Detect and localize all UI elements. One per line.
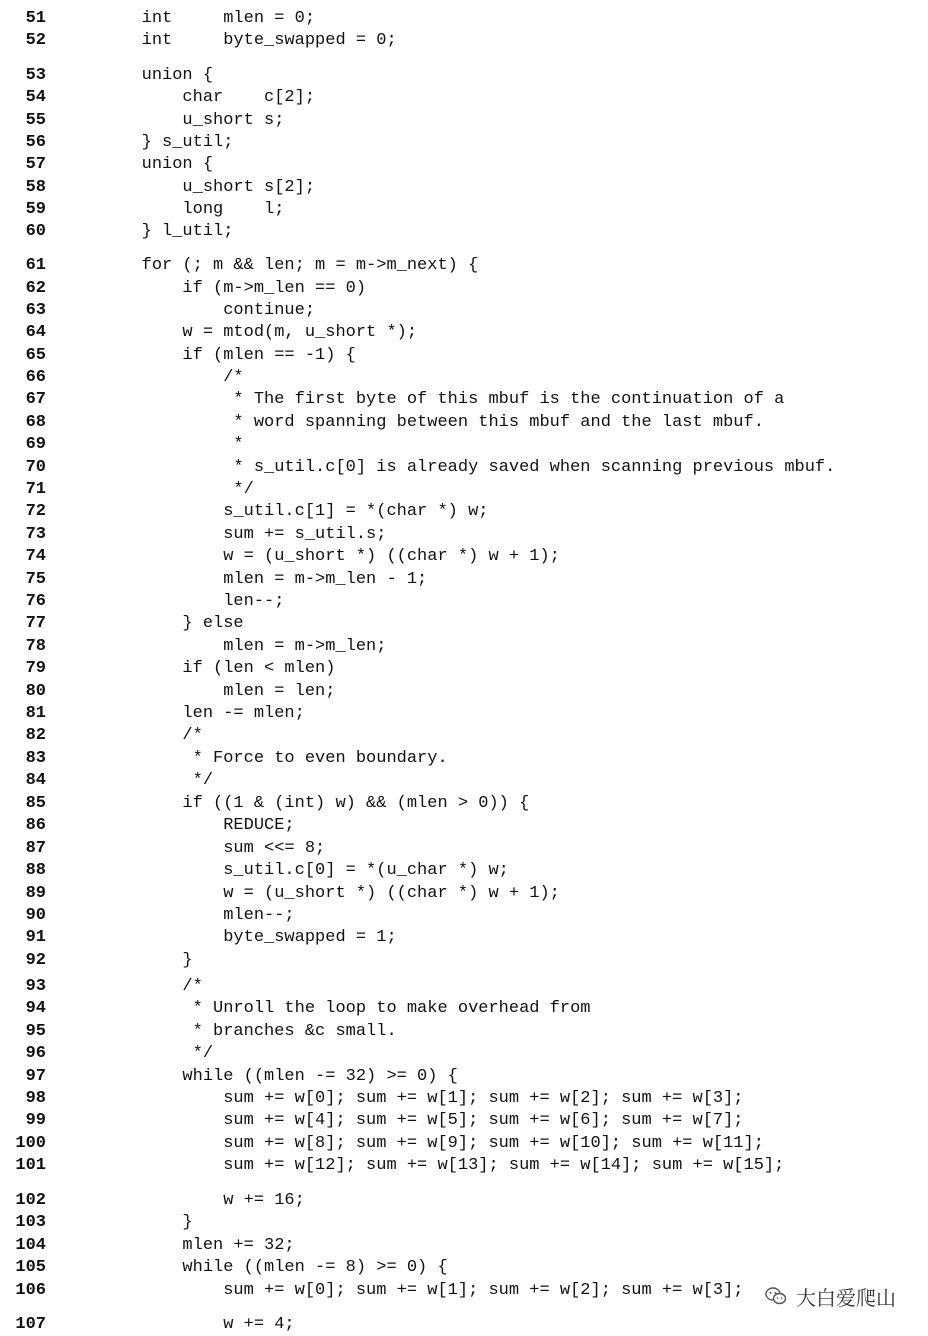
line-number: 105: [15, 1258, 46, 1277]
code-line: [0, 770, 928, 792]
line-code: w = (u_short *) ((char *) w + 1);: [60, 884, 560, 903]
line-code: }: [60, 951, 193, 970]
code-line: [0, 30, 928, 52]
line-code: sum <<= 8;: [60, 839, 326, 858]
line-number: 96: [25, 1044, 46, 1063]
line-code: len--;: [60, 592, 285, 611]
line-number: 79: [25, 659, 46, 678]
code-line: [0, 389, 928, 411]
line-code: } s_util;: [60, 133, 234, 152]
line-code: sum += w[8]; sum += w[9]; sum += w[10]; sum += w[11];: [60, 1134, 764, 1153]
line-number: 94: [25, 999, 46, 1018]
line-code: while ((mlen -= 8) >= 0) {: [60, 1258, 448, 1277]
code-line: [0, 725, 928, 747]
line-number: 54: [25, 88, 46, 107]
code-line: [0, 1212, 928, 1234]
code-line: [0, 412, 928, 434]
code-line: [0, 154, 928, 176]
line-number: 84: [25, 771, 46, 790]
code-line: [0, 1021, 928, 1043]
code-line: [0, 591, 928, 613]
line-code: } l_util;: [60, 222, 234, 241]
line-number: 63: [25, 301, 46, 320]
line-code: s_util.c[1] = *(char *) w;: [60, 502, 489, 521]
line-number: 62: [25, 279, 46, 298]
line-number: 70: [25, 458, 46, 477]
code-line: [0, 1235, 928, 1257]
code-line: [0, 950, 928, 972]
code-line: [0, 860, 928, 882]
line-number: 64: [25, 323, 46, 342]
line-code: union {: [60, 66, 214, 85]
code-line: [0, 524, 928, 546]
code-line: [0, 927, 928, 949]
code-line: [0, 457, 928, 479]
line-code: char c[2];: [60, 88, 316, 107]
code-line: [0, 367, 928, 389]
code-line: [0, 658, 928, 680]
line-number: 88: [25, 861, 46, 880]
line-code: while ((mlen -= 32) >= 0) {: [60, 1067, 458, 1086]
line-number: 89: [25, 884, 46, 903]
line-code: * Force to even boundary.: [60, 749, 448, 768]
code-line: [0, 278, 928, 300]
line-code: * The first byte of this mbuf is the continuation of a: [60, 390, 785, 409]
line-code: */: [60, 480, 254, 499]
code-line: [0, 838, 928, 860]
line-code: /*: [60, 977, 203, 996]
line-code: mlen += 32;: [60, 1236, 295, 1255]
watermark-text: 大白爱爬山: [796, 1285, 896, 1310]
line-number: 103: [15, 1213, 46, 1232]
code-line: [0, 300, 928, 322]
line-number: 65: [25, 346, 46, 365]
line-code: int mlen = 0;: [60, 9, 316, 28]
code-line: [0, 87, 928, 109]
line-code: s_util.c[0] = *(u_char *) w;: [60, 861, 509, 880]
code-line: [0, 345, 928, 367]
line-number: 61: [25, 256, 46, 275]
line-code: }: [60, 1213, 193, 1232]
line-number: 55: [25, 111, 46, 130]
watermark: [760, 1280, 900, 1312]
code-line: [0, 1088, 928, 1110]
line-number: 106: [15, 1281, 46, 1300]
code-line: [0, 976, 928, 998]
line-number: 60: [25, 222, 46, 241]
code-line: [0, 703, 928, 725]
code-line: [0, 905, 928, 927]
line-code: long l;: [60, 200, 285, 219]
line-number: 92: [25, 951, 46, 970]
line-code: mlen = m->m_len;: [60, 637, 387, 656]
line-number: 51: [25, 9, 46, 28]
code-line: [0, 199, 928, 221]
line-code: u_short s;: [60, 111, 285, 130]
line-code: w = mtod(m, u_short *);: [60, 323, 418, 342]
code-line: [0, 815, 928, 837]
line-code: w += 16;: [60, 1191, 305, 1210]
code-line: [0, 110, 928, 132]
code-line: [0, 1257, 928, 1279]
line-number: 57: [25, 155, 46, 174]
line-code: * branches &c small.: [60, 1022, 397, 1041]
line-number: 66: [25, 368, 46, 387]
line-number: 90: [25, 906, 46, 925]
code-line: [0, 1190, 928, 1212]
line-code: sum += w[12]; sum += w[13]; sum += w[14]; sum += w[15];: [60, 1156, 785, 1175]
line-code: if (len < mlen): [60, 659, 336, 678]
line-code: } else: [60, 614, 244, 633]
code-line: [0, 501, 928, 523]
line-number: 77: [25, 614, 46, 633]
line-code: w = (u_short *) ((char *) w + 1);: [60, 547, 560, 566]
code-line: [0, 8, 928, 30]
line-code: /*: [60, 368, 244, 387]
line-number: 53: [25, 66, 46, 85]
code-line: [0, 132, 928, 154]
line-number: 69: [25, 435, 46, 454]
line-number: 87: [25, 839, 46, 858]
line-number: 56: [25, 133, 46, 152]
code-line: [0, 748, 928, 770]
line-number: 93: [25, 977, 46, 996]
line-code: if ((1 & (int) w) && (mlen > 0)) {: [60, 794, 530, 813]
line-code: len -= mlen;: [60, 704, 305, 723]
line-number: 97: [25, 1067, 46, 1086]
line-number: 98: [25, 1089, 46, 1108]
code-line: [0, 65, 928, 87]
line-code: continue;: [60, 301, 316, 320]
wechat-icon: [764, 1284, 788, 1308]
line-number: 107: [15, 1315, 46, 1334]
line-code: sum += w[4]; sum += w[5]; sum += w[6]; sum += w[7];: [60, 1111, 744, 1130]
line-number: 52: [25, 31, 46, 50]
line-code: for (; m && len; m = m->m_next) {: [60, 256, 479, 275]
line-code: */: [60, 771, 214, 790]
code-line: [0, 636, 928, 658]
line-code: mlen--;: [60, 906, 295, 925]
line-code: int byte_swapped = 0;: [60, 31, 397, 50]
line-number: 95: [25, 1022, 46, 1041]
line-code: w += 4;: [60, 1315, 295, 1334]
code-line: [0, 793, 928, 815]
line-number: 104: [15, 1236, 46, 1255]
line-code: byte_swapped = 1;: [60, 928, 397, 947]
line-code: mlen = len;: [60, 682, 336, 701]
line-code: /*: [60, 726, 203, 745]
line-code: REDUCE;: [60, 816, 295, 835]
line-code: * Unroll the loop to make overhead from: [60, 999, 591, 1018]
line-number: 100: [15, 1134, 46, 1153]
code-line: [0, 883, 928, 905]
line-code: union {: [60, 155, 214, 174]
code-line: [0, 322, 928, 344]
line-code: mlen = m->m_len - 1;: [60, 570, 428, 589]
line-number: 59: [25, 200, 46, 219]
line-number: 75: [25, 570, 46, 589]
line-number: 102: [15, 1191, 46, 1210]
line-number: 74: [25, 547, 46, 566]
code-line: [0, 1133, 928, 1155]
code-line: [0, 613, 928, 635]
code-line: [0, 1066, 928, 1088]
line-code: if (m->m_len == 0): [60, 279, 367, 298]
line-number: 73: [25, 525, 46, 544]
code-line: [0, 1155, 928, 1177]
line-number: 80: [25, 682, 46, 701]
line-number: 72: [25, 502, 46, 521]
line-code: * s_util.c[0] is already saved when scanning previous mbuf.: [60, 458, 836, 477]
line-code: u_short s[2];: [60, 178, 316, 197]
line-code: sum += s_util.s;: [60, 525, 387, 544]
code-line: [0, 177, 928, 199]
line-number: 78: [25, 637, 46, 656]
line-code: */: [60, 1044, 214, 1063]
line-number: 86: [25, 816, 46, 835]
line-number: 83: [25, 749, 46, 768]
line-number: 99: [25, 1111, 46, 1130]
line-code: sum += w[0]; sum += w[1]; sum += w[2]; sum += w[3];: [60, 1281, 744, 1300]
code-line: [0, 221, 928, 243]
line-code: *: [60, 435, 244, 454]
code-line: [0, 569, 928, 591]
code-line: [0, 1110, 928, 1132]
line-number: 76: [25, 592, 46, 611]
code-line: [0, 1043, 928, 1065]
line-number: 101: [15, 1156, 46, 1175]
line-number: 58: [25, 178, 46, 197]
line-number: 91: [25, 928, 46, 947]
line-code: if (mlen == -1) {: [60, 346, 356, 365]
line-code: * word spanning between this mbuf and the last mbuf.: [60, 413, 764, 432]
code-line: [0, 434, 928, 456]
code-line: [0, 998, 928, 1020]
line-number: 71: [25, 480, 46, 499]
line-code: sum += w[0]; sum += w[1]; sum += w[2]; sum += w[3];: [60, 1089, 744, 1108]
code-line: [0, 1314, 928, 1336]
code-line: [0, 681, 928, 703]
code-line: [0, 479, 928, 501]
line-number: 81: [25, 704, 46, 723]
line-number: 68: [25, 413, 46, 432]
code-line: [0, 255, 928, 277]
line-number: 67: [25, 390, 46, 409]
line-number: 82: [25, 726, 46, 745]
line-number: 85: [25, 794, 46, 813]
code-line: [0, 546, 928, 568]
